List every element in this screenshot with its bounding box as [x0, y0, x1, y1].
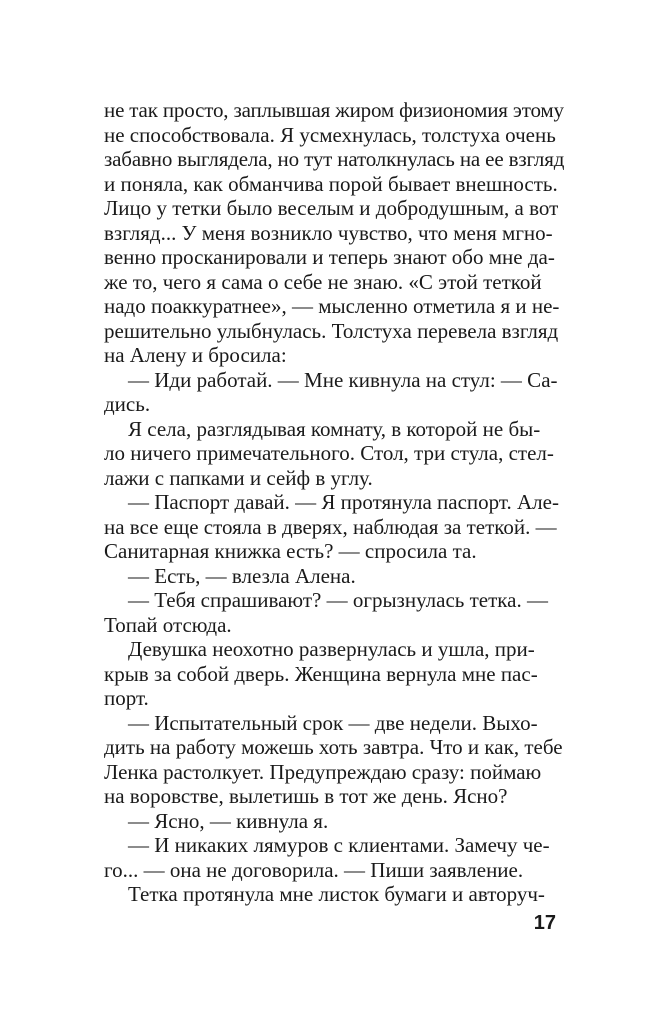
text-line: Санитарная книжка есть? — спросила та.: [104, 539, 477, 563]
text-line: на все еще стояла в дверях, наблюдая за теткой. —: [104, 514, 557, 539]
text-line: — Ясно, — кивнула я.: [128, 808, 329, 833]
text-line: — Паспорт давай. — Я протянула паспорт. Але-: [128, 490, 559, 514]
text-line: Я села, разглядывая комнату, в которой не бы-: [128, 416, 541, 441]
text-line: порт.: [104, 686, 149, 710]
text-line: и поняла, как обманчива порой бывает внешность.: [104, 171, 558, 196]
text-line: же то, чего я сама о себе не знаю. «С этой теткой: [104, 269, 542, 294]
text-line: Топай отсюда.: [104, 612, 232, 637]
text-line: Ленка растолкует. Предупреждаю сразу: поймаю: [104, 759, 542, 784]
text-line: — Испытательный срок — две недели. Выхо-: [128, 710, 538, 735]
text-line: — Есть, — влезла Алена.: [128, 563, 356, 588]
text-line: на Алену и бросила:: [104, 343, 287, 367]
text-line: дить на работу можешь хоть завтра. Что и как, тебе: [104, 735, 563, 759]
text-line: Девушка неохотно развернулась и ушла, при-: [128, 637, 535, 661]
text-line: — Иди работай. — Мне кивнула на стул: — Са-: [128, 367, 558, 392]
text-line: не способствовала. Я усмехнулась, толстуха очень: [104, 122, 556, 147]
text-line: — Тебя спрашивают? — огрызнулась тетка. —: [128, 588, 548, 612]
text-line: го... — она не договорила. — Пиши заявление.: [104, 857, 524, 882]
text-line: крыв за собой дверь. Женщина вернула мне пас-: [104, 661, 538, 686]
text-line: — И никаких лямуров с клиентами. Замечу че-: [128, 833, 550, 857]
page-number: 17: [533, 912, 556, 934]
text-line: венно просканировали и теперь знают обо мне да-: [104, 245, 555, 269]
body-text: [104, 98, 564, 907]
text-line: Лицо у тетки было веселым и добродушным, а вот: [104, 196, 559, 220]
text-line: взгляд... У меня возникло чувство, что меня мгно-: [104, 220, 553, 245]
text-line: дись.: [104, 392, 151, 416]
text-line: Тетка протянула мне листок бумаги и авторуч-: [128, 882, 545, 906]
text-line: ло ничего примечательного. Стол, три стула, стел-: [104, 441, 554, 465]
text-line: лажи с папками и сейф в углу.: [104, 465, 373, 490]
text-line: решительно улыбнулась. Толстуха перевела взгляд: [104, 318, 559, 343]
text-line: надо поаккуратнее», — мысленно отметила я и не-: [104, 294, 560, 318]
text-line: на воровстве, вылетишь в тот же день. Ясно?: [104, 784, 508, 808]
text-line: не так просто, заплывшая жиром физиономия этому: [104, 98, 564, 122]
text-line: забавно выглядела, но тут натолкнулась на ее взгляд: [104, 147, 565, 171]
